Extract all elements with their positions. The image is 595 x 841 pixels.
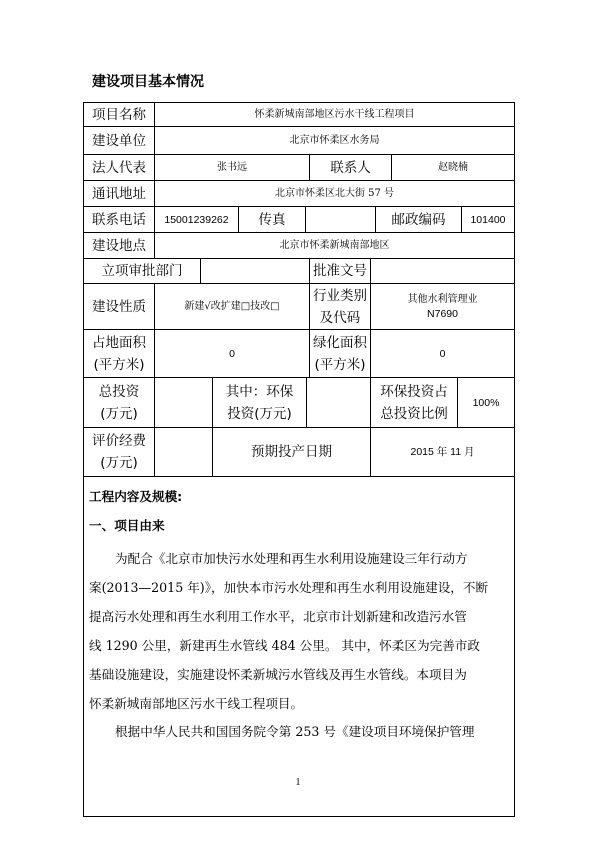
approval-dept-value [201,259,309,283]
phone-label: 联系电话 [92,211,146,228]
invest-label [84,378,154,427]
prod-date-label: 预期投产日期 [251,444,332,460]
env-ratio-value: 100% [472,396,500,409]
land-value: 0 [229,347,235,360]
invest-label-line1: 总投资 [98,383,140,400]
section-heading-1: 一、项目由来 [89,518,165,533]
invest-value [155,378,212,427]
industry-label-line2: 及代码 [319,309,361,326]
env-invest-label-line1: 其中：环保 [225,383,294,400]
para1-line-6: 怀柔新城南部地区污水干线工程项目。 [89,696,304,711]
builder-value: 北京市怀柔区水务局 [289,134,380,146]
env-ratio-label [371,378,457,427]
prod-date-value: 2015 年 11 月 [410,446,475,458]
eval-fee-label [84,428,154,476]
industry-code: N7690 [427,307,458,320]
green-value: 0 [439,347,446,360]
env-invest-value [307,378,370,427]
contact-value: 赵晓楠 [438,161,468,173]
address-label: 通讯地址 [92,185,146,202]
contact-label: 联系人 [330,159,371,176]
para1-line-4: 线 1290 公里，新建再生水管线 484 公里。 其中，怀柔区为完善市政 [89,638,480,653]
approval-no-label: 批准文号 [313,263,367,279]
para1-line-1: 为配合《北京市加快污水处理和再生水利用设施建设三年行动方 [115,551,468,566]
approval-dept-label: 立项审批部门 [101,263,183,279]
phone-value: 15001239262 [164,213,229,226]
green-label-line2: (平方米) [314,356,366,373]
green-label [310,330,370,377]
para1-line-3: 提高污水处理和再生水利用工作水平，北京市计划新建和改造污水管 [89,609,467,624]
land-label [84,330,154,377]
builder-label: 建设单位 [92,132,146,149]
para1-line-5: 基础设施建设，实施建设怀柔新城污水管线及再生水管线。本项目为 [89,667,467,682]
land-label-line2: (平方米) [93,356,145,373]
legal-rep-label: 法人代表 [92,159,146,176]
page-title: 建设项目基本情况 [92,74,204,90]
postcode-label: 邮政编码 [391,211,446,228]
address-value: 北京市怀柔区北大街 57 号 [274,187,395,199]
env-ratio-label-line1: 环保投资占 [380,383,448,400]
eval-fee-label-line2: (万元) [100,455,138,471]
fax-value [306,207,375,232]
eval-fee-label-line1: 评价经费 [92,433,146,449]
industry-label-line1: 行业类别 [313,287,367,304]
site-value: 北京市怀柔新城南部地区 [279,239,390,251]
nature-label: 建设性质 [92,298,146,315]
legal-rep-value: 张书远 [217,161,247,173]
env-ratio-label-line2: 总投资比例 [380,405,448,422]
green-label-line1: 绿化面积 [313,334,367,351]
approval-no-value [371,259,514,283]
page-number: 1 [295,777,301,788]
industry-label [310,284,370,329]
paragraph-2: 根据中华人民共和国国务院令第 253 号《建设项目环境保护管理 [115,724,475,739]
env-invest-label-line2: 投资(万元) [227,405,292,422]
paragraph-1 [89,544,509,718]
postcode-value: 101400 [470,213,506,226]
content-heading: 工程内容及规模: [89,489,183,504]
project-name-label: 项目名称 [92,106,146,123]
site-label: 建设地点 [92,237,146,254]
eval-fee-value [155,428,212,476]
para1-line-2: 案(2013—2015 年)》，加快本市污水处理和再生水利用设施建设，不断 [89,580,489,595]
industry-value [371,284,514,329]
invest-label-line2: (万元) [100,405,138,422]
land-label-line1: 占地面积 [92,334,146,351]
project-name-value: 怀柔新城南部地区污水干线工程项目 [254,108,415,120]
env-invest-label [213,378,306,427]
fax-label: 传真 [258,211,286,228]
nature-value: 新建√改扩建□技改□ [184,300,280,312]
industry-value-line1: 其他水利管理业 [407,293,478,305]
